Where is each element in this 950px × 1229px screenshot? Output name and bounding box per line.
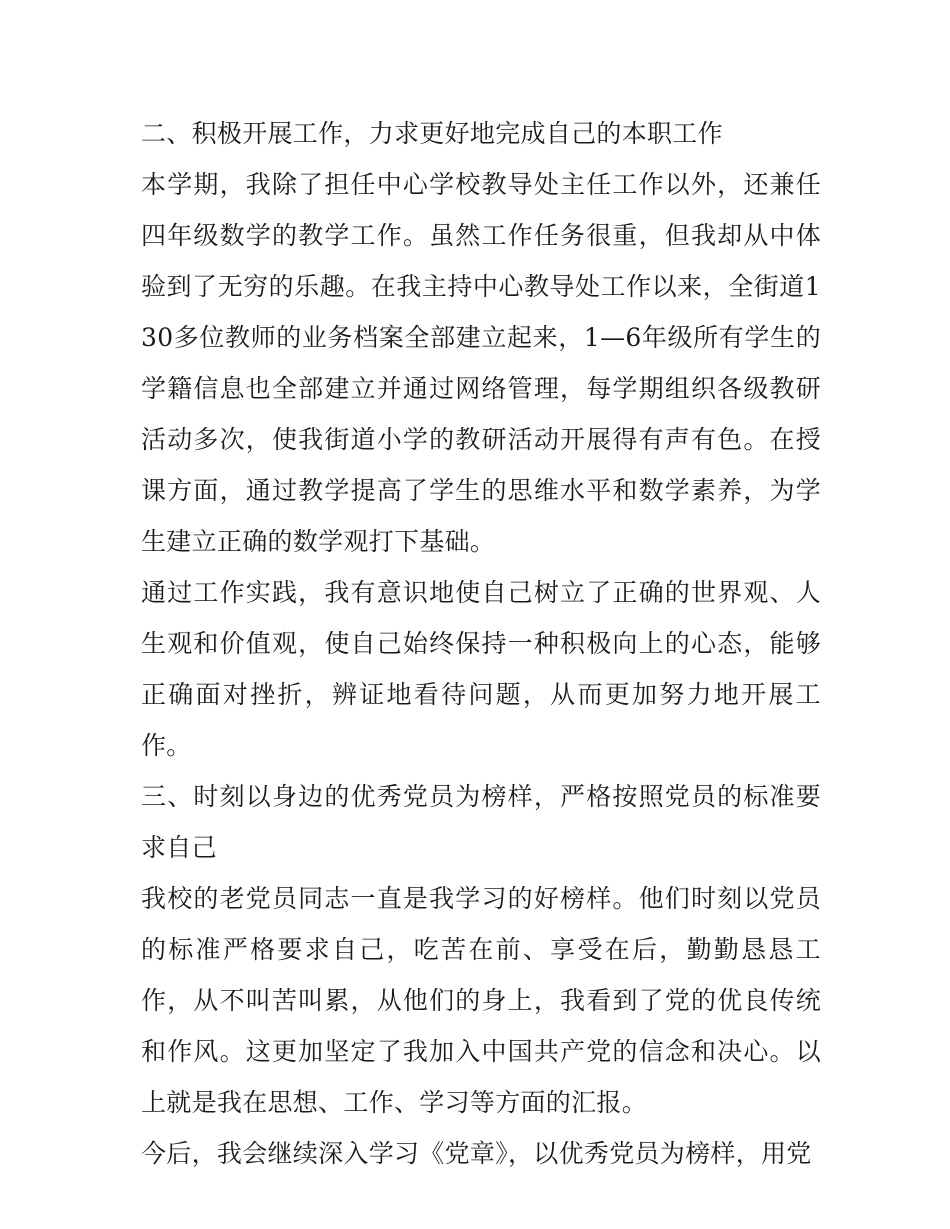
section-heading-work: 二、积极开展工作，力求更好地完成自己的本职工作: [141, 119, 723, 148]
paragraph-role-models: 我校的老党员同志一直是我学习的好榜样。他们时刻以党员的标准严格要求自己，吃苦在前、享受在后，勤勤恳恳工作，从不叫苦叫累，从他们的身上，我看到了党的优良传统和作风。这更加坚定了我加入中国共产党的信念和决心。以上就是我在思想、工作、学习等方面的汇报。: [141, 884, 821, 1117]
paragraph-work-reflection: 通过工作实践，我有意识地使自己树立了正确的世界观、人生观和价值观，使自己始终保持一种积极向上的心态，能够正确面对挫折，辨证地看待问题，从而更加努力地开展工作。: [141, 578, 821, 760]
paragraph-future-plans: 今后，我会继续深入学习《党章》，以优秀党员为榜样，用党: [141, 1139, 812, 1168]
section-heading-role-models: 三、时刻以身边的优秀党员为榜样，严格按照党员的标准要求自己: [141, 782, 821, 862]
paragraph-work-details: 本学期，我除了担任中心学校教导处主任工作以外，还兼任四年级数学的教学工作。虽然工作任务很重，但我却从中体验到了无穷的乐趣。在我主持中心教导处工作以来，全街道130多位教师的业务档案全部建立起来，1—6年级所有学生的学籍信息也全部建立并通过网络管理，每学期组织各级教研活动多次，使我街道小学的教研活动开展得有声有色。在授课方面，通过教学提高了学生的思维水平和数学素养，为学生建立正确的数学观打下基础。: [141, 170, 821, 556]
document-body: [141, 108, 821, 1179]
